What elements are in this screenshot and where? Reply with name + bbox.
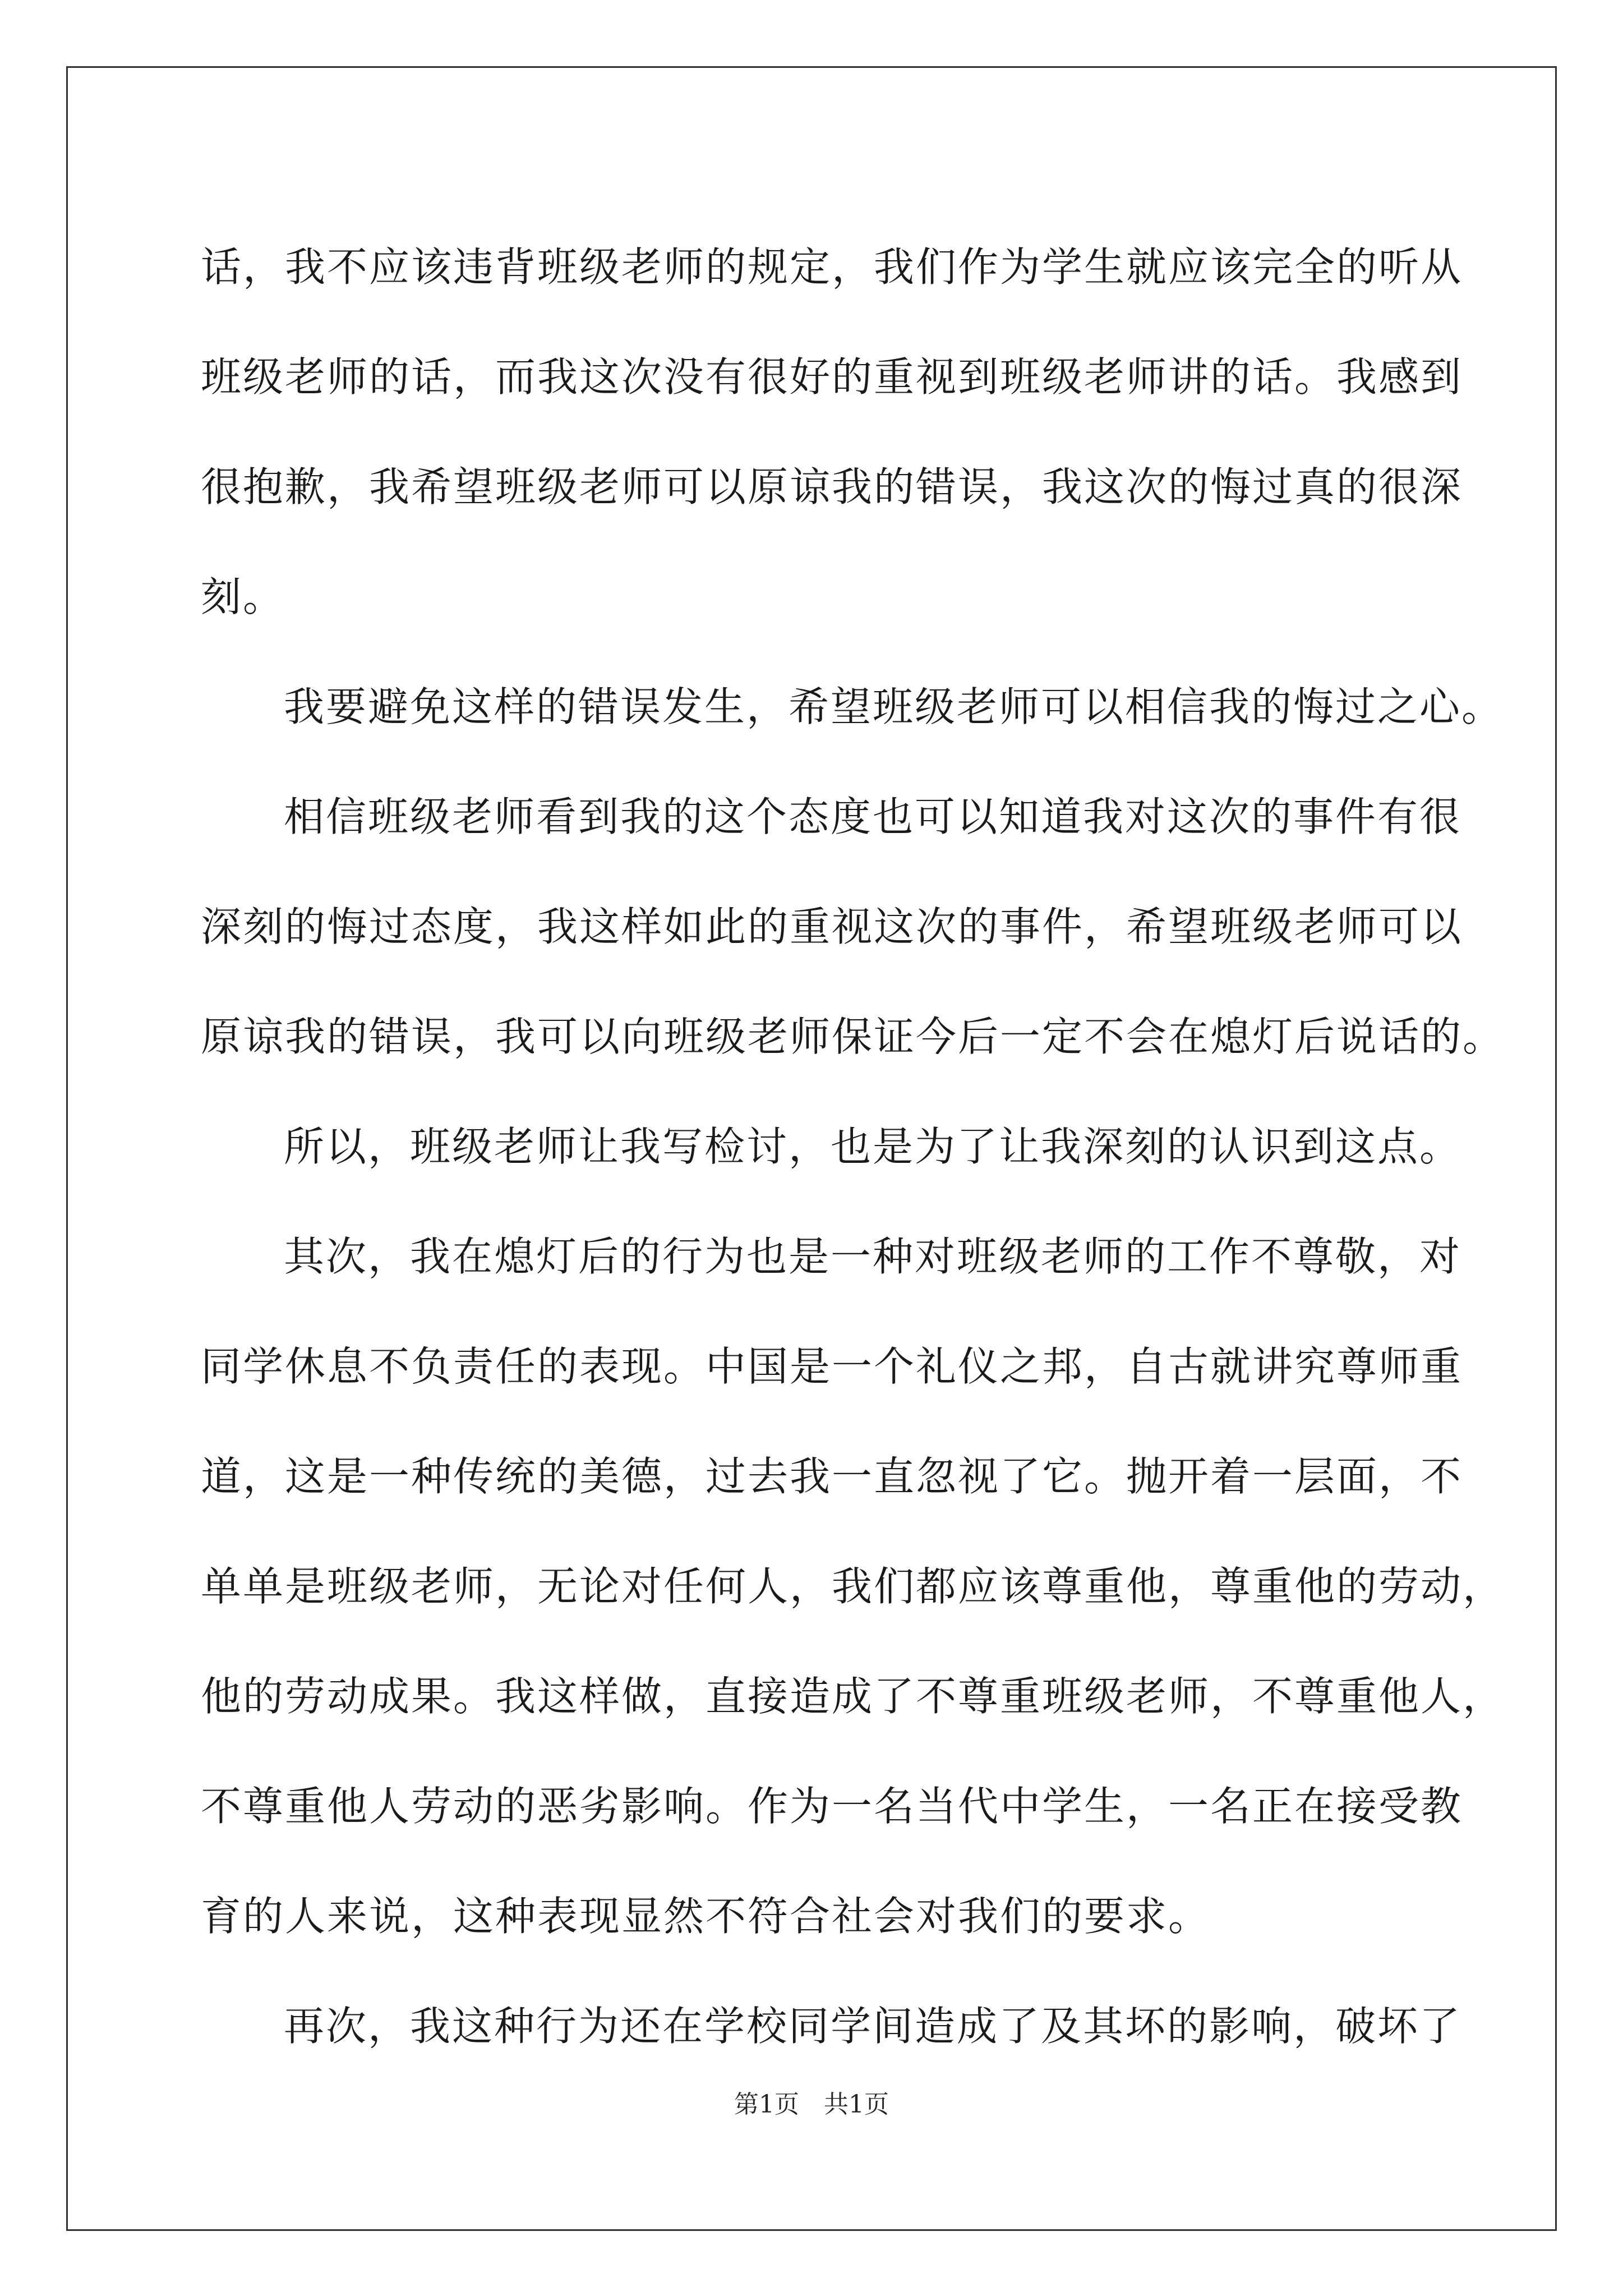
text-line: 原谅我的错误，我可以向班级老师保证今后一定不会在熄灯后说话的。 (201, 1013, 1505, 1060)
text-line: 班级老师的话，而我这次没有很好的重视到班级老师讲的话。我感到 (201, 353, 1463, 401)
text-line: 深刻的悔过态度，我这样如此的重视这次的事件，希望班级老师可以 (201, 903, 1463, 950)
page-number-footer: 第1页 共1页 (734, 2090, 889, 2119)
text-line: 不尊重他人劳动的恶劣影响。作为一名当代中学生，一名正在接受教 (201, 1783, 1463, 1830)
paragraph-first-line: 所以，班级老师让我写检讨，也是为了让我深刻的认识到这点。 (284, 1123, 1462, 1170)
paragraph-first-line: 其次，我在熄灯后的行为也是一种对班级老师的工作不尊敬，对 (284, 1233, 1462, 1280)
text-line: 单单是班级老师，无论对任何人，我们都应该尊重他，尊重他的劳动， (201, 1563, 1505, 1610)
text-line: 育的人来说，这种表现显然不符合社会对我们的要求。 (201, 1893, 1211, 1940)
text-line: 道，这是一种传统的美德，过去我一直忽视了它。抛开着一层面，不 (201, 1453, 1463, 1500)
text-line: 很抱歉，我希望班级老师可以原谅我的错误，我这次的悔过真的很深 (201, 463, 1463, 510)
paragraph-first-line: 相信班级老师看到我的这个态度也可以知道我对这次的事件有很 (284, 793, 1462, 840)
text-line: 他的劳动成果。我这样做，直接造成了不尊重班级老师，不尊重他人， (201, 1673, 1505, 1720)
paragraph-first-line: 再次，我这种行为还在学校同学间造成了及其坏的影响，破坏了 (284, 2003, 1462, 2050)
document-body (201, 212, 1505, 2081)
text-line: 刻。 (201, 573, 285, 620)
paragraph-first-line: 我要避免这样的错误发生，希望班级老师可以相信我的悔过之心。 (284, 683, 1504, 730)
text-line: 同学休息不负责任的表现。中国是一个礼仪之邦，自古就讲究尊师重 (201, 1343, 1463, 1390)
text-line: 话，我不应该违背班级老师的规定，我们作为学生就应该完全的听从 (201, 243, 1463, 291)
